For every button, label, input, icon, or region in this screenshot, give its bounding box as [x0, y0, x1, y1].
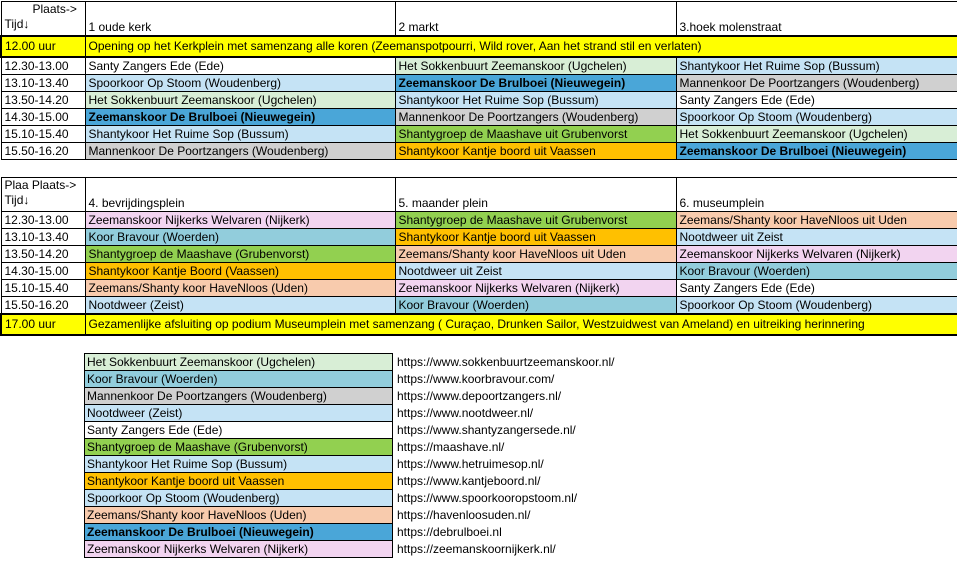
performance-cell: Santy Zangers Ede (Ede)	[85, 57, 395, 75]
time-slot: 15.10-15.40	[1, 280, 85, 297]
time-label: Tijd↓	[4, 193, 30, 207]
time-slot: 13.10-13.40	[1, 75, 85, 92]
legend-row	[85, 456, 615, 473]
legend-choir-name: Mannenkoor De Poortzangers (Woudenberg)	[85, 388, 393, 405]
performance-cell: Nootdweer (Zeist)	[85, 297, 395, 315]
performance-cell: Koor Bravour (Woerden)	[676, 263, 957, 280]
legend-row	[85, 371, 615, 388]
schedule-row	[1, 263, 957, 280]
opening-text: Opening op het Kerkplein met samenzang alle koren (Zeemanspotpourri, Wild rover, Aan het strand stil en verlaten)	[85, 36, 957, 57]
time-slot: 14.30-15.00	[1, 109, 85, 126]
time-slot: 15.10-15.40	[1, 126, 85, 143]
legend-row	[85, 439, 615, 456]
legend-row	[85, 524, 615, 541]
legend-choir-name: Shantygroep de Maashave (Grubenvorst)	[85, 439, 393, 456]
schedule-row	[1, 143, 957, 160]
performance-cell: Zeemanskoor Nijkerks Welvaren (Nijkerk)	[676, 246, 957, 263]
time-slot: 15.50-16.20	[1, 297, 85, 315]
performance-cell: Zeemans/Shanty koor HaveNloos uit Uden	[395, 246, 676, 263]
legend-choir-url[interactable]: https://www.nootdweer.nl/	[397, 406, 534, 420]
schedule-row	[1, 75, 957, 92]
legend-choir-name: Shantykoor Het Ruime Sop (Bussum)	[85, 456, 393, 473]
legend-row	[85, 490, 615, 507]
performance-cell: Zeemanskoor Nijkerks Welvaren (Nijkerk)	[85, 212, 395, 229]
schedule-row	[1, 229, 957, 246]
legend-row	[85, 422, 615, 439]
performance-cell: Santy Zangers Ede (Ede)	[676, 92, 957, 109]
legend-choir-name: Het Sokkenbuurt Zeemanskoor (Ugchelen)	[85, 354, 393, 371]
legend-row	[85, 405, 615, 422]
legend-choir-name: Spoorkoor Op Stoom (Woudenberg)	[85, 490, 393, 507]
performance-cell: Shantykoor Kantje boord uit Vaassen	[395, 143, 676, 160]
legend-choir-url[interactable]: https://www.sokkenbuurtzeemanskoor.nl/	[397, 355, 615, 369]
legend-row	[85, 473, 615, 490]
opening-time: 12.00 uur	[1, 36, 85, 57]
places-label: Plaa Plaats->	[4, 178, 77, 192]
performance-cell: Zeemanskoor De Brulboei (Nieuwegein)	[676, 143, 957, 160]
location-header: 6. museumplein	[676, 178, 957, 212]
choir-legend	[84, 353, 615, 558]
performance-cell: Zeemanskoor De Brulboei (Nieuwegein)	[85, 109, 395, 126]
time-slot: 14.30-15.00	[1, 263, 85, 280]
schedule-table-2	[0, 177, 957, 336]
performance-cell: Mannenkoor De Poortzangers (Woudenberg)	[85, 143, 395, 160]
time-slot: 13.10-13.40	[1, 229, 85, 246]
schedule-row	[1, 126, 957, 143]
performance-cell: Shantykoor Het Ruime Sop (Bussum)	[395, 92, 676, 109]
location-header: 2 markt	[395, 2, 676, 37]
schedule-row	[1, 57, 957, 75]
performance-cell: Shantykoor Kantje boord uit Vaassen	[395, 229, 676, 246]
legend-choir-url[interactable]: https://www.kantjeboord.nl/	[397, 474, 541, 488]
legend-choir-name: Santy Zangers Ede (Ede)	[85, 422, 393, 439]
performance-cell: Het Sokkenbuurt Zeemanskoor (Ugchelen)	[85, 92, 395, 109]
performance-cell: Zeemans/Shanty koor HaveNloos (Uden)	[85, 280, 395, 297]
location-header: 3.hoek molenstraat	[676, 2, 957, 37]
performance-cell: Het Sokkenbuurt Zeemanskoor (Ugchelen)	[676, 126, 957, 143]
performance-cell: Zeemanskoor Nijkerks Welvaren (Nijkerk)	[395, 280, 676, 297]
performance-cell: Mannenkoor De Poortzangers (Woudenberg)	[395, 109, 676, 126]
performance-cell: Shantygroep de Maashave uit Grubenvorst	[395, 212, 676, 229]
performance-cell: Koor Bravour (Woerden)	[85, 229, 395, 246]
legend-choir-name: Zeemans/Shanty koor HaveNloos (Uden)	[85, 507, 393, 524]
performance-cell: Spoorkoor Op Stoom (Woudenberg)	[85, 75, 395, 92]
legend-choir-url[interactable]: https://zeemanskoornijkerk.nl/	[397, 542, 556, 556]
schedule-row	[1, 92, 957, 109]
schedule-row	[1, 280, 957, 297]
legend-row	[85, 388, 615, 405]
legend-choir-name: Shantykoor Kantje boord uit Vaassen	[85, 473, 393, 490]
performance-cell: Zeemans/Shanty koor HaveNloos uit Uden	[676, 212, 957, 229]
performance-cell: Shantygroep de Maashave uit Grubenvorst	[395, 126, 676, 143]
performance-cell: Mannenkoor De Poortzangers (Woudenberg)	[676, 75, 957, 92]
schedule-table-1	[0, 1, 957, 160]
schedule-row	[1, 212, 957, 229]
legend-choir-url[interactable]: https://www.hetruimesop.nl/	[397, 457, 544, 471]
legend-choir-url[interactable]: https://maashave.nl/	[397, 440, 505, 454]
schedule-row	[1, 109, 957, 126]
legend-choir-url[interactable]: https://www.koorbravour.com/	[397, 372, 555, 386]
performance-cell: Santy Zangers Ede (Ede)	[676, 280, 957, 297]
location-header: 4. bevrijdingsplein	[85, 178, 395, 212]
performance-cell: Nootdweer uit Zeist	[395, 263, 676, 280]
time-slot: 13.50-14.20	[1, 246, 85, 263]
legend-choir-url[interactable]: https://www.spoorkooropstoom.nl/	[397, 491, 578, 505]
performance-cell: Het Sokkenbuurt Zeemanskoor (Ugchelen)	[395, 57, 676, 75]
legend-choir-name: Nootdweer (Zeist)	[85, 405, 393, 422]
legend-row	[85, 354, 615, 371]
closing-row	[1, 314, 957, 335]
corner-cell	[1, 2, 85, 37]
performance-cell: Shantykoor Het Ruime Sop (Bussum)	[85, 126, 395, 143]
legend-choir-url[interactable]: https://www.shantyzangersede.nl/	[397, 423, 576, 437]
performance-cell: Shantygroep de Maashave (Grubenvorst)	[85, 246, 395, 263]
performance-cell: Spoorkoor Op Stoom (Woudenberg)	[676, 297, 957, 315]
legend-row	[85, 541, 615, 558]
legend-choir-name: Zeemanskoor De Brulboei (Nieuwegein)	[85, 524, 393, 541]
legend-choir-name: Zeemanskoor Nijkerks Welvaren (Nijkerk)	[85, 541, 393, 558]
performance-cell: Shantykoor Het Ruime Sop (Bussum)	[676, 57, 957, 75]
location-header: 1 oude kerk	[85, 2, 395, 37]
time-slot: 12.30-13.00	[1, 57, 85, 75]
places-label: Plaats->	[32, 2, 77, 16]
performance-cell: Zeemanskoor De Brulboei (Nieuwegein)	[395, 75, 676, 92]
legend-choir-url[interactable]: https://debrulboei.nl	[397, 525, 502, 539]
schedule-row	[1, 297, 957, 315]
schedule-row	[1, 246, 957, 263]
legend-choir-name: Koor Bravour (Woerden)	[85, 371, 393, 388]
time-slot: 15.50-16.20	[1, 143, 85, 160]
legend-choir-url[interactable]: https://havenloosuden.nl/	[397, 508, 531, 522]
corner-cell	[1, 178, 85, 212]
time-slot: 13.50-14.20	[1, 92, 85, 109]
legend-row	[85, 507, 615, 524]
performance-cell: Nootdweer uit Zeist	[676, 229, 957, 246]
closing-text: Gezamenlijke afsluiting op podium Museumplein met samenzang ( Curaçao, Drunken Sailor, Westzuidwest van Ameland) en uitreiking herinnering	[85, 314, 957, 335]
performance-cell: Koor Bravour (Woerden)	[395, 297, 676, 315]
location-header: 5. maander plein	[395, 178, 676, 212]
closing-time: 17.00 uur	[1, 314, 85, 335]
time-slot: 12.30-13.00	[1, 212, 85, 229]
legend-choir-url[interactable]: https://www.depoortzangers.nl/	[397, 389, 562, 403]
performance-cell: Shantykoor Kantje Boord (Vaassen)	[85, 263, 395, 280]
time-label: Tijd↓	[4, 17, 30, 31]
performance-cell: Spoorkoor Op Stoom (Woudenberg)	[676, 109, 957, 126]
opening-row	[1, 36, 957, 57]
